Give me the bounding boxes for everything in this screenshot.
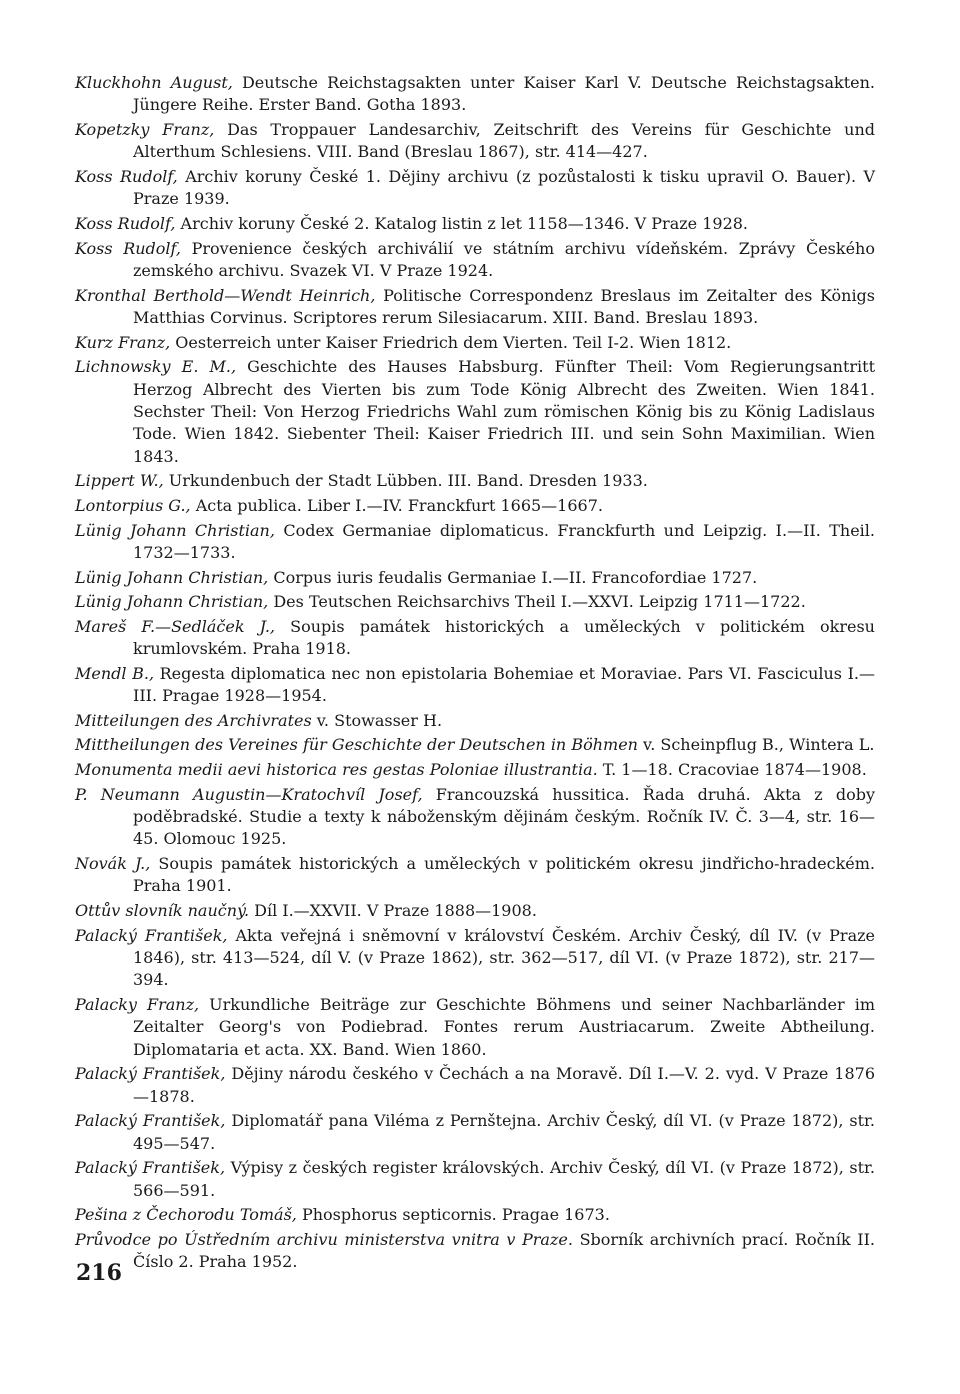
entry-author: Monumenta medii aevi historica res gestas Poloniae illustrantia.	[75, 759, 598, 779]
bibliography-entry	[75, 616, 875, 661]
bibliography-entry	[75, 663, 875, 708]
entry-text: Sborník archivních prací. Ročník II. Číslo 2. Praha 1952.	[133, 1229, 876, 1272]
entry-text: Des Teutschen Reichsarchivs Theil I.—XXVI. Leipzig 1711—1722.	[268, 592, 806, 612]
entry-text: Geschichte des Hauses Habsburg. Fünfter Theil: Vom Regierungsantritt Herzog Albrecht des Vierten bis zum Tode König Albrecht des Zweiten. Wien 1841. Sechster Theil: Von Herzog Friedrichs Wahl zum römischen König bis zu König Ladislaus Tode. Wien 1842. Siebenter Theil: Kaiser Friedrich III. und sein Sohn Maximilian. Wien 1843.	[133, 357, 875, 466]
entry-text: Díl I.—XXVII. V Praze 1888—1908.	[249, 900, 537, 920]
bibliography-entry	[75, 591, 875, 613]
entry-text: Codex Germaniae diplomaticus. Franckfurth und Leipzig. I.—II. Theil. 1732—1733.	[133, 520, 875, 562]
entry-author: Lontorpius G.,	[75, 496, 191, 515]
entry-author: Ottův slovník naučný.	[75, 900, 250, 920]
entry-text: Diplomatář pana Viléma z Pernštejna. Archiv Český, díl VI. (v Praze 1872), str. 495—547.	[133, 1111, 875, 1153]
entry-text: Soupis památek historických a uměleckých v politickém okresu krumlovském. Praha 1918.	[133, 616, 875, 659]
bibliography-list	[75, 72, 875, 1276]
entry-author: Mittheilungen des Vereines für Geschichte der Deutschen in Böhmen	[75, 735, 638, 755]
entry-author: Mareš F.—Sedláček J.,	[75, 616, 275, 636]
entry-author: Lichnowsky E. M.,	[75, 357, 237, 377]
entry-text: Archiv koruny České 2. Katalog listin z let 1158—1346. V Praze 1928.	[175, 214, 749, 233]
entry-text: v. Stowasser H.	[311, 710, 443, 730]
entry-author: Palacky Franz,	[75, 994, 200, 1014]
entry-text: T. 1—18. Cracoviae 1874—1908.	[597, 759, 867, 779]
bibliography-entry	[75, 166, 875, 211]
bibliography-entry	[75, 1157, 875, 1202]
entry-text: Das Troppauer Landesarchiv, Zeitschrift des Vereins für Geschichte und Alterthum Schlesiens. VIII. Band (Breslau 1867), str. 414—427.	[133, 120, 875, 162]
entry-text: Urkundenbuch der Stadt Lübben. III. Band. Dresden 1933.	[163, 471, 648, 491]
entry-text: Provenience českých archiválií ve státním archivu vídeňském. Zprávy Českého zemského archivu. Svazek VI. V Praze 1924.	[133, 238, 875, 280]
bibliography-entry	[75, 119, 875, 164]
entry-text: Urkundliche Beiträge zur Geschichte Böhmens und seiner Nachbarländer im Zeitalter Georg's von Podiebrad. Fontes rerum Austriacarum. Zweite Abtheilung. Diplomataria et acta. XX. Band. Wien 1860.	[133, 994, 875, 1059]
entry-author: Kronthal Berthold—Wendt Heinrich,	[75, 285, 376, 305]
bibliography-entry	[75, 1229, 875, 1274]
bibliography-entry	[75, 1110, 875, 1155]
entry-text: Corpus iuris feudalis Germaniae I.—II. Francofordiae 1727.	[268, 567, 758, 587]
entry-text: Politische Correspondenz Breslaus im Zeitalter des Königs Matthias Corvinus. Scriptores rerum Silesiacarum. XIII. Band. Breslau 1893.	[133, 285, 876, 327]
bibliography-entry	[75, 710, 875, 732]
bibliography-entry	[75, 759, 875, 781]
bibliography-entry	[75, 734, 875, 756]
bibliography-entry	[75, 238, 875, 283]
entry-text: v. Scheinpflug B., Wintera L.	[637, 735, 875, 755]
entry-author: Palacký František,	[75, 1111, 226, 1131]
bibliography-entry	[75, 784, 875, 851]
entry-author: Palacký František,	[75, 925, 228, 945]
entry-author: Novák J.,	[75, 853, 151, 873]
entry-text: Deutsche Reichstagsakten unter Kaiser Karl V. Deutsche Reichstagsakten. Jüngere Reihe. Erster Band. Gotha 1893.	[133, 73, 876, 115]
bibliography-entry	[75, 1063, 875, 1108]
entry-author: P. Neumann Augustin—Kratochvíl Josef,	[75, 784, 423, 804]
bibliography-entry	[75, 853, 875, 898]
entry-text: Regesta diplomatica nec non epistolaria Bohemiae et Moraviae. Pars VI. Fasciculus I.—III. Pragae 1928—1954.	[133, 663, 876, 706]
entry-author: Lünig Johann Christian,	[75, 567, 269, 587]
entry-text: Acta publica. Liber I.—IV. Franckfurt 1665—1667.	[190, 496, 603, 515]
entry-author: Koss Rudolf,	[75, 214, 176, 233]
bibliography-entry	[75, 213, 875, 235]
entry-text: Výpisy z českých register královských. Archiv Český, díl VI. (v Praze 1872), str. 566—591.	[133, 1158, 876, 1200]
bibliography-entry	[75, 900, 875, 922]
entry-author: Lünig Johann Christian,	[75, 520, 275, 540]
bibliography-entry	[75, 72, 875, 117]
entry-text: Archiv koruny České 1. Dějiny archivu (z pozůstalosti k tisku upravil O. Bauer). V Praze 1939.	[133, 167, 876, 209]
entry-author: Kopetzky Franz,	[75, 120, 215, 139]
bibliography-entry	[75, 520, 875, 565]
bibliography-entry	[75, 285, 875, 330]
entry-author: Lippert W.,	[75, 471, 164, 491]
bibliography-entry	[75, 1204, 875, 1226]
entry-author: Kurz Franz,	[75, 332, 171, 352]
bibliography-entry	[75, 994, 875, 1061]
entry-author: Kluckhohn August,	[75, 73, 233, 92]
entry-author: Pešina z Čechorodu Tomáš,	[75, 1205, 297, 1225]
entry-text: Oesterreich unter Kaiser Friedrich dem Vierten. Teil I-2. Wien 1812.	[170, 332, 732, 352]
entry-author: Lünig Johann Christian,	[75, 592, 269, 612]
entry-author: Koss Rudolf,	[75, 167, 178, 186]
entry-author: Koss Rudolf,	[75, 238, 181, 258]
entry-author: Palacký František,	[75, 1064, 226, 1084]
entry-author: Palacký František,	[75, 1158, 226, 1178]
entry-text: Akta veřejná i sněmovní v království Českém. Archiv Český, díl IV. (v Praze 1846), str. 413—524, díl V. (v Praze 1862), str. 362—517, díl VI. (v Praze 1872), str. 217—394.	[133, 925, 876, 990]
entry-author: Mendl B.,	[75, 663, 155, 683]
bibliography-entry	[75, 332, 875, 354]
page-number: 216	[76, 1260, 122, 1286]
entry-text: Dějiny národu českého v Čechách a na Moravě. Díl I.—V. 2. vyd. V Praze 1876—1878.	[133, 1064, 876, 1106]
entry-author: Průvodce po Ústředním archivu ministerstva vnitra v Praze.	[75, 1229, 573, 1249]
entry-text: Phosphorus septicornis. Pragae 1673.	[296, 1205, 610, 1225]
bibliography-entry	[75, 470, 875, 492]
entry-text: Francouzská hussitica. Řada druhá. Akta z doby poděbradské. Studie a texty k náboženským dějinám českým. Ročník IV. Č. 3—4, str. 16—45. Olomouc 1925.	[133, 784, 875, 849]
bibliography-entry	[75, 925, 875, 992]
bibliography-entry	[75, 567, 875, 589]
entry-author: Mitteilungen des Archivrates	[75, 710, 312, 730]
entry-text: Soupis památek historických a uměleckých v politickém okresu jindřicho-hradeckém. Praha 1901.	[133, 853, 876, 896]
bibliography-entry	[75, 495, 875, 517]
bibliography-entry	[75, 356, 875, 468]
